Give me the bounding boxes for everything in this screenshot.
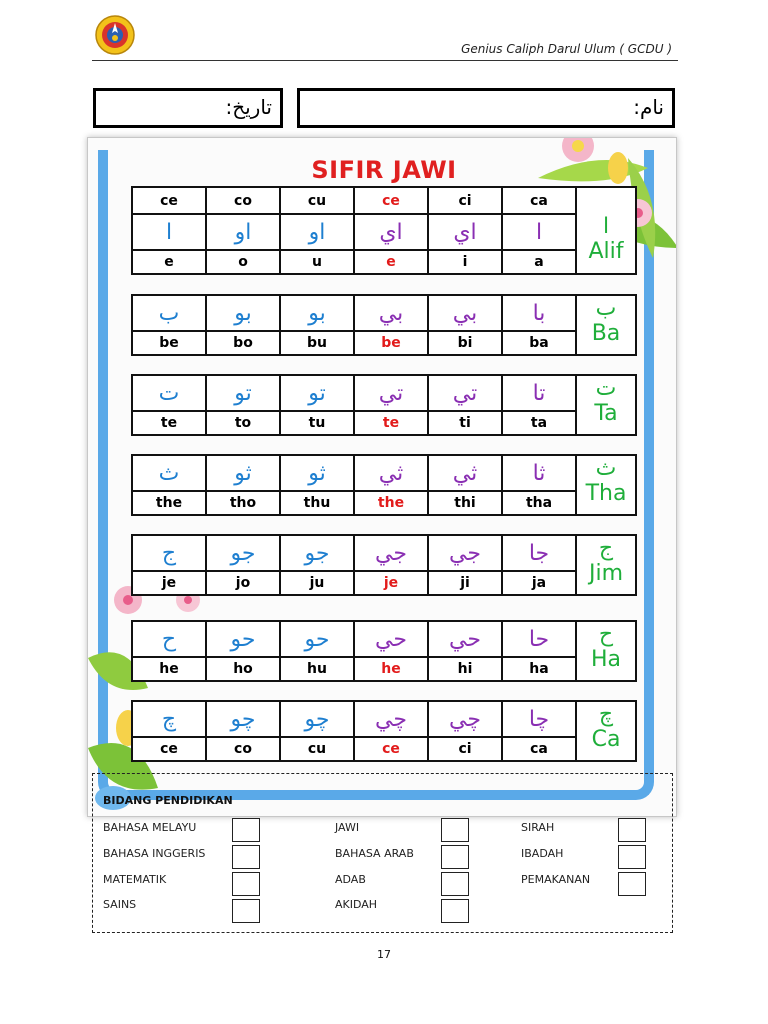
roman-cell: hu xyxy=(280,657,354,681)
roman-cell: e xyxy=(354,250,428,274)
group-table-ba xyxy=(131,294,637,356)
arabic-cell: چو xyxy=(280,701,354,737)
date-label: تاريخ: xyxy=(225,95,272,119)
letter-glyph: ج xyxy=(598,536,614,561)
letter-cell xyxy=(576,535,636,595)
group-table-ha xyxy=(131,620,637,682)
arabic-cell: اي xyxy=(428,214,502,250)
roman-cell: ja xyxy=(502,571,576,595)
arabic-cell: با xyxy=(502,295,576,331)
roman-cell: u xyxy=(280,250,354,274)
arabic-cell: جا xyxy=(502,535,576,571)
arabic-cell: جو xyxy=(280,535,354,571)
roman-cell: the xyxy=(354,491,428,515)
arabic-cell: بي xyxy=(354,295,428,331)
roman-cell: cu xyxy=(280,737,354,761)
arabic-cell: بو xyxy=(280,295,354,331)
page-number: 17 xyxy=(377,948,391,961)
letter-cell xyxy=(576,295,636,355)
subject-label: AKIDAH xyxy=(335,898,378,911)
letter-glyph: چ xyxy=(598,702,614,727)
header-cell: ca xyxy=(502,187,576,214)
name-label: نام: xyxy=(633,95,664,119)
header-cell: co xyxy=(206,187,280,214)
arabic-cell: ب xyxy=(132,295,206,331)
roman-cell: ta xyxy=(502,411,576,435)
letter-glyph: ح xyxy=(598,622,614,647)
arabic-cell: جي xyxy=(354,535,428,571)
arabic-cell: جي xyxy=(428,535,502,571)
sheet-title: SIFIR JAWI xyxy=(311,156,457,184)
roman-cell: tha xyxy=(502,491,576,515)
school-name: Genius Caliph Darul Ulum ( GCDU ) xyxy=(461,42,672,56)
subject-checkbox[interactable] xyxy=(618,818,646,842)
subject-label: SIRAH xyxy=(521,821,555,834)
arabic-cell: ثي xyxy=(354,455,428,491)
roman-cell: ho xyxy=(206,657,280,681)
arabic-cell: حي xyxy=(428,621,502,657)
arabic-cell: او xyxy=(280,214,354,250)
subject-label: ADAB xyxy=(335,873,366,886)
letter-name: Ha xyxy=(590,647,622,672)
arabic-cell: جو xyxy=(206,535,280,571)
header-cell: ce xyxy=(354,187,428,214)
roman-cell: je xyxy=(354,571,428,595)
header-rule xyxy=(92,60,678,61)
roman-cell: ca xyxy=(502,737,576,761)
arabic-cell: تي xyxy=(428,375,502,411)
roman-cell: be xyxy=(354,331,428,355)
letter-glyph: ب xyxy=(595,296,617,321)
subject-checkbox[interactable] xyxy=(232,899,260,923)
arabic-cell: چو xyxy=(206,701,280,737)
roman-cell: be xyxy=(132,331,206,355)
arabic-cell: ثا xyxy=(502,455,576,491)
school-logo xyxy=(94,14,136,56)
roman-cell: jo xyxy=(206,571,280,595)
roman-cell: ji xyxy=(428,571,502,595)
roman-cell: ha xyxy=(502,657,576,681)
header-cell: ci xyxy=(428,187,502,214)
date-field[interactable] xyxy=(93,88,283,128)
roman-cell: ba xyxy=(502,331,576,355)
roman-cell: to xyxy=(206,411,280,435)
subject-label: MATEMATIK xyxy=(103,873,167,886)
roman-cell: ju xyxy=(280,571,354,595)
arabic-cell: بي xyxy=(428,295,502,331)
roman-cell: i xyxy=(428,250,502,274)
letter-name: Jim xyxy=(588,561,624,586)
arabic-cell: بو xyxy=(206,295,280,331)
letter-name: Ta xyxy=(594,401,618,426)
arabic-cell: چ xyxy=(132,701,206,737)
roman-cell: ci xyxy=(428,737,502,761)
group-table-tha xyxy=(131,454,637,516)
arabic-cell: چا xyxy=(502,701,576,737)
roman-cell: bi xyxy=(428,331,502,355)
roman-cell: thu xyxy=(280,491,354,515)
subject-label: IBADAH xyxy=(521,847,564,860)
subject-checkbox[interactable] xyxy=(441,899,469,923)
subject-label: JAWI xyxy=(335,821,360,834)
subject-checkbox[interactable] xyxy=(441,845,469,869)
arabic-cell: ج xyxy=(132,535,206,571)
arabic-cell: ا xyxy=(502,214,576,250)
arabic-cell: حا xyxy=(502,621,576,657)
name-field[interactable] xyxy=(297,88,675,128)
letter-name: Ca xyxy=(591,727,621,752)
arabic-cell: تو xyxy=(206,375,280,411)
letter-name: Ba xyxy=(591,321,621,346)
subject-checkbox[interactable] xyxy=(232,845,260,869)
roman-cell: the xyxy=(132,491,206,515)
subject-label: BAHASA INGGERIS xyxy=(103,847,206,860)
subject-checkbox[interactable] xyxy=(232,872,260,896)
roman-cell: te xyxy=(354,411,428,435)
letter-glyph: ت xyxy=(595,376,617,401)
arabic-cell: ثو xyxy=(206,455,280,491)
arabic-cell: ث xyxy=(132,455,206,491)
roman-cell: ti xyxy=(428,411,502,435)
roman-cell: he xyxy=(354,657,428,681)
arabic-cell: تو xyxy=(280,375,354,411)
subject-checkbox[interactable] xyxy=(441,872,469,896)
letter-name: Alif xyxy=(588,239,624,264)
arabic-cell: ت xyxy=(132,375,206,411)
arabic-cell: حي xyxy=(354,621,428,657)
roman-cell: je xyxy=(132,571,206,595)
group-table-ca xyxy=(131,700,637,762)
roman-cell: bu xyxy=(280,331,354,355)
arabic-cell: ثي xyxy=(428,455,502,491)
roman-cell: a xyxy=(502,250,576,274)
arabic-cell: تا xyxy=(502,375,576,411)
subject-label: BAHASA ARAB xyxy=(335,847,414,860)
roman-cell: tu xyxy=(280,411,354,435)
arabic-cell: چي xyxy=(428,701,502,737)
roman-cell: bo xyxy=(206,331,280,355)
group-table-ta xyxy=(131,374,637,436)
arabic-cell: حو xyxy=(280,621,354,657)
roman-cell: te xyxy=(132,411,206,435)
arabic-cell: چي xyxy=(354,701,428,737)
subject-label: SAINS xyxy=(103,898,137,911)
arabic-cell: ثو xyxy=(280,455,354,491)
group-table-jim xyxy=(131,534,637,596)
subject-checkbox[interactable] xyxy=(618,845,646,869)
roman-cell: co xyxy=(206,737,280,761)
subject-checkbox[interactable] xyxy=(441,818,469,842)
header-cell: cu xyxy=(280,187,354,214)
roman-cell: he xyxy=(132,657,206,681)
roman-cell: e xyxy=(132,250,206,274)
letter-glyph: ث xyxy=(595,456,617,481)
roman-cell: hi xyxy=(428,657,502,681)
letter-cell xyxy=(576,375,636,435)
letter-cell xyxy=(576,187,636,274)
roman-cell: thi xyxy=(428,491,502,515)
letter-name: Tha xyxy=(585,481,627,506)
header-cell: ce xyxy=(132,187,206,214)
roman-cell: ce xyxy=(354,737,428,761)
arabic-cell: ا xyxy=(132,214,206,250)
letter-cell xyxy=(576,621,636,681)
roman-cell: ce xyxy=(132,737,206,761)
arabic-cell: او xyxy=(206,214,280,250)
letter-cell xyxy=(576,455,636,515)
subject-checkbox[interactable] xyxy=(618,872,646,896)
subject-label: PEMAKANAN xyxy=(521,873,591,886)
letter-cell xyxy=(576,701,636,761)
arabic-cell: اي xyxy=(354,214,428,250)
subject-checklist-title: BIDANG PENDIDIKAN xyxy=(103,794,233,807)
arabic-cell: حو xyxy=(206,621,280,657)
roman-cell: o xyxy=(206,250,280,274)
subject-checkbox[interactable] xyxy=(232,818,260,842)
arabic-cell: تي xyxy=(354,375,428,411)
subject-label: BAHASA MELAYU xyxy=(103,821,197,834)
arabic-cell: ح xyxy=(132,621,206,657)
roman-cell: tho xyxy=(206,491,280,515)
group-table-alif xyxy=(131,186,637,275)
letter-glyph: ا xyxy=(602,214,610,239)
